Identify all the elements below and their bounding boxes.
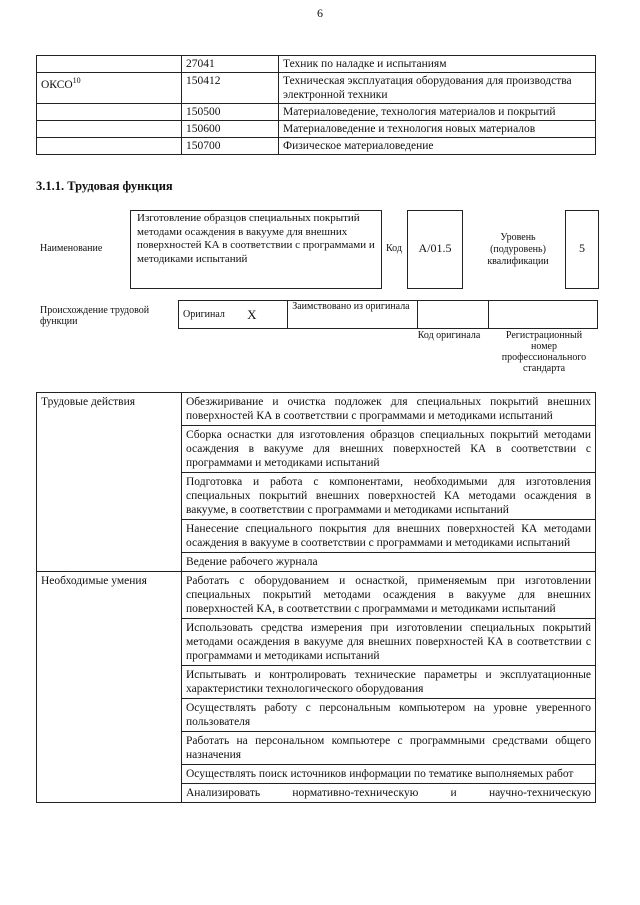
qualification-level-box: 5 <box>565 210 599 289</box>
origin-label: Происхождение трудовой функции <box>40 305 150 327</box>
okso-title-cell: Техник по наладке и испытаниям <box>279 56 596 73</box>
labor-action-item: Нанесение специального покрытия для внешних поверхностей КА методами осаждения в вакууме в соответствии с программами и методиками испытаний <box>182 520 596 553</box>
okso-title-cell: Физическое материаловедение <box>279 138 596 155</box>
function-details-table <box>36 392 596 803</box>
borrowed-label: Заимствовано из оригинала <box>288 301 417 329</box>
okso-label-cell <box>37 104 182 121</box>
table-row <box>37 393 596 426</box>
skill-item: Работать на персональном компьютере с программными средствами общего назначения <box>182 732 596 765</box>
okso-code-cell: 150700 <box>182 138 279 155</box>
original-code-cell <box>417 301 488 329</box>
okso-title-cell: Материаловедение, технология материалов и покрытий <box>279 104 596 121</box>
labor-action-item: Подготовка и работа с компонентами, необходимыми для изготовления специальных покрытий внешних поверхностей КА методами осаждения в вакууме, в соответствии с программами и методиками испытаний <box>182 473 596 520</box>
okso-code-cell: 150500 <box>182 104 279 121</box>
function-name-box: Изготовление образцов специальных покрытий методами осаждения в вакууме для внешних поверхностей КА в соответствии с программами и методиками испытаний <box>130 210 382 289</box>
code-label: Код <box>386 243 402 254</box>
function-code-box: A/01.5 <box>407 210 463 289</box>
skill-item: Осуществлять поиск источников информации по тематике выполняемых работ <box>182 765 596 784</box>
skill-item: Анализировать нормативно-техническую и научно-техническую <box>182 784 596 803</box>
table-row <box>37 56 596 73</box>
labor-action-item: Обезжиривание и очистка подложек для специальных покрытий внешних поверхностей КА в соответствии с программами и методиками испытаний <box>182 393 596 426</box>
level-label: Уровень (подуровень) квалификации <box>487 232 549 267</box>
table-row <box>37 121 596 138</box>
footnote-mark: 10 <box>72 76 81 85</box>
labor-action-item: Ведение рабочего журнала <box>182 553 596 572</box>
reg-number-cell <box>488 301 597 329</box>
skill-item: Работать с оборудованием и оснасткой, применяемым при изготовлении специальных покрытий методами осаждения в вакууме для внешних поверхностей КА, в соответствии с программами и методиками испытаний <box>182 572 596 619</box>
table-row <box>37 104 596 121</box>
skill-item: Использовать средства измерения при изготовлении специальных покрытий методами осаждения в вакууме для внешних поверхностей КА в соответствии с программами и методиками испытаний <box>182 619 596 666</box>
okso-title-cell: Материаловедение и технология новых материалов <box>279 121 596 138</box>
okso-label-cell <box>37 138 182 155</box>
okso-label: ОКСО <box>41 78 73 91</box>
table-row <box>179 301 598 329</box>
okso-code-cell: 27041 <box>182 56 279 73</box>
name-label: Наименование <box>40 243 103 254</box>
table-row <box>37 138 596 155</box>
skill-item: Осуществлять работу с персональным компьютером на уровне уверенного пользователя <box>182 699 596 732</box>
skill-item: Испытывать и контролировать технические параметры и эксплуатационные характеристики технологического оборудования <box>182 666 596 699</box>
okso-code-cell: 150600 <box>182 121 279 138</box>
okso-table <box>36 55 596 155</box>
reg-number-caption: Регистрационный номер профессионального стандарта <box>501 330 587 374</box>
okso-title-cell: Техническая эксплуатация оборудования для производства электронной техники <box>279 73 596 104</box>
okso-label-cell <box>37 121 182 138</box>
code-original-caption: Код оригинала <box>417 330 481 341</box>
original-label: Оригинал <box>179 301 244 329</box>
labor-actions-label: Трудовые действия <box>37 393 182 572</box>
okso-label-cell <box>37 56 182 73</box>
okso-label-cell <box>37 73 182 104</box>
table-row <box>37 572 596 619</box>
origin-table <box>178 300 598 329</box>
original-mark: X <box>243 301 288 329</box>
table-row <box>37 73 596 104</box>
section-title: 3.1.1. Трудовая функция <box>36 179 173 193</box>
labor-action-item: Сборка оснастки для изготовления образцов специальных покрытий методами осаждения в вакууме для внешних поверхностей КА в соответствии с программами и методиками испытаний <box>182 426 596 473</box>
page-number: 6 <box>317 6 323 20</box>
skills-label: Необходимые умения <box>37 572 182 803</box>
okso-code-cell: 150412 <box>182 73 279 104</box>
